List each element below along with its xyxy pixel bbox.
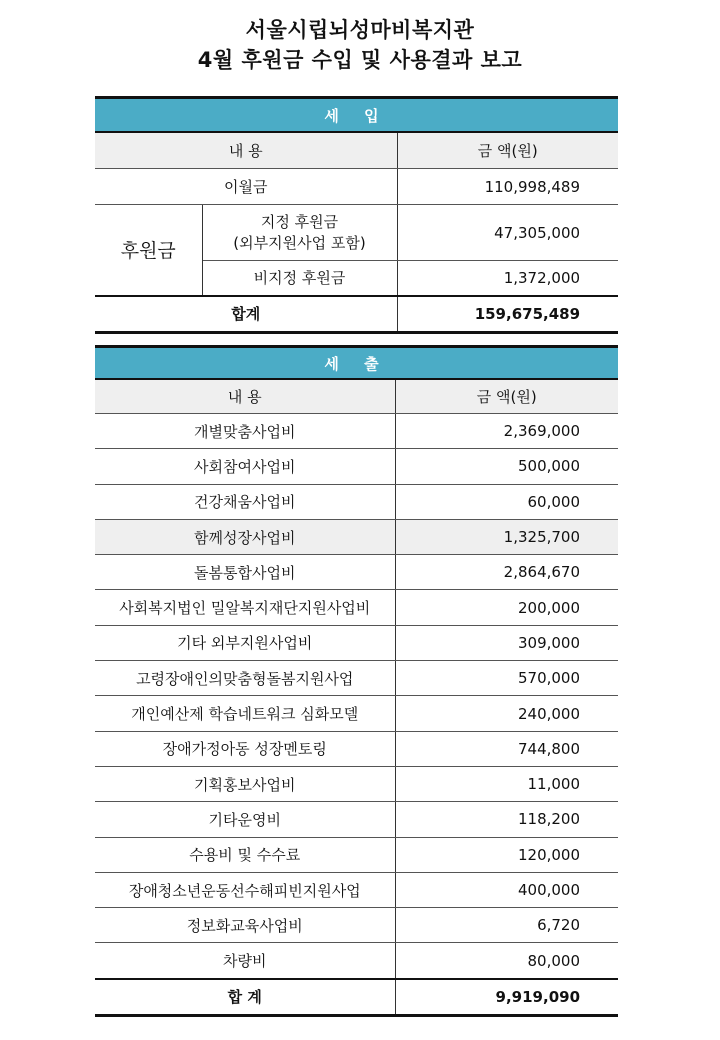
expense-item-amount: 118,200 [395, 802, 618, 837]
expense-row [95, 625, 618, 660]
expense-item-label: 개인예산제 학습네트워크 심화모델 [95, 696, 395, 731]
expense-item-amount: 240,000 [395, 696, 618, 731]
expense-item-amount: 80,000 [395, 943, 618, 979]
expense-row [95, 872, 618, 907]
expense-item-label: 고령장애인의맞춤형돌봄지원사업 [95, 661, 395, 696]
expense-banner-row [95, 347, 618, 380]
income-row-carryover [95, 169, 618, 205]
carryover-amount: 110,998,489 [397, 169, 618, 205]
undesignated-label: 비지정 후원금 [202, 261, 397, 296]
expense-total-amount: 9,919,090 [395, 979, 618, 1016]
expense-item-amount: 2,369,000 [395, 414, 618, 449]
income-total-amount: 159,675,489 [397, 296, 618, 333]
expense-item-amount: 570,000 [395, 661, 618, 696]
report-title-subject: 4월 후원금 수입 및 사용결과 보고 [197, 48, 523, 72]
undesignated-amount: 1,372,000 [397, 261, 618, 296]
report-title-org: 서울시립뇌성마비복지관 [245, 18, 475, 42]
expense-banner: 세 출 [95, 347, 618, 380]
expense-item-label: 차량비 [95, 943, 395, 979]
expense-row [95, 908, 618, 943]
expense-item-label: 기획홍보사업비 [95, 766, 395, 801]
expense-item-label: 사회복지법인 밀알복지재단지원사업비 [95, 590, 395, 625]
expense-item-amount: 200,000 [395, 590, 618, 625]
expense-row [95, 484, 618, 519]
income-banner: 세 입 [95, 98, 618, 133]
expense-row [95, 449, 618, 484]
expense-total-label: 합 계 [95, 979, 395, 1016]
expense-item-label: 장애가정아동 성장멘토링 [95, 731, 395, 766]
expense-row [95, 802, 618, 837]
expense-item-label: 기타 외부지원사업비 [95, 625, 395, 660]
expense-item-amount: 11,000 [395, 766, 618, 801]
expense-item-amount: 2,864,670 [395, 555, 618, 590]
income-header-amount: 금 액(원) [397, 132, 618, 169]
expense-row [95, 766, 618, 801]
expense-header-row [95, 379, 618, 414]
expense-total-row [95, 979, 618, 1016]
donation-group-label: 후원금 [95, 205, 202, 296]
expense-item-amount: 120,000 [395, 837, 618, 872]
expense-item-amount: 1,325,700 [395, 519, 618, 554]
expense-item-amount: 744,800 [395, 731, 618, 766]
expense-table [95, 345, 618, 1017]
income-banner-row [95, 98, 618, 133]
expense-item-label: 기타운영비 [95, 802, 395, 837]
expense-item-amount: 500,000 [395, 449, 618, 484]
expense-row [95, 414, 618, 449]
expense-header-item: 내 용 [95, 379, 395, 414]
income-header-item: 내 용 [95, 132, 397, 169]
income-row-designated [95, 205, 618, 261]
designated-label: 지정 후원금 (외부지원사업 포함) [202, 205, 397, 261]
expense-item-amount: 6,720 [395, 908, 618, 943]
expense-item-label: 사회참여사업비 [95, 449, 395, 484]
expense-row [95, 943, 618, 979]
expense-item-label: 함께성장사업비 [95, 519, 395, 554]
expense-row [95, 731, 618, 766]
expense-item-label: 개별맞춤사업비 [95, 414, 395, 449]
expense-row [95, 555, 618, 590]
expense-item-label: 정보화교육사업비 [95, 908, 395, 943]
expense-item-label: 돌봄통합사업비 [95, 555, 395, 590]
income-total-row [95, 296, 618, 333]
expense-item-label: 건강채움사업비 [95, 484, 395, 519]
expense-item-amount: 400,000 [395, 872, 618, 907]
expense-header-amount: 금 액(원) [395, 379, 618, 414]
expense-item-amount: 60,000 [395, 484, 618, 519]
expense-row [95, 837, 618, 872]
expense-item-amount: 309,000 [395, 625, 618, 660]
expense-row [95, 696, 618, 731]
carryover-label: 이월금 [95, 169, 397, 205]
income-table [95, 96, 618, 334]
expense-item-label: 수용비 및 수수료 [95, 837, 395, 872]
expense-row [95, 519, 618, 554]
expense-row [95, 661, 618, 696]
designated-amount: 47,305,000 [397, 205, 618, 261]
expense-row [95, 590, 618, 625]
income-total-label: 합계 [95, 296, 397, 333]
income-header-row [95, 132, 618, 169]
expense-item-label: 장애청소년운동선수해피빈지원사업 [95, 872, 395, 907]
